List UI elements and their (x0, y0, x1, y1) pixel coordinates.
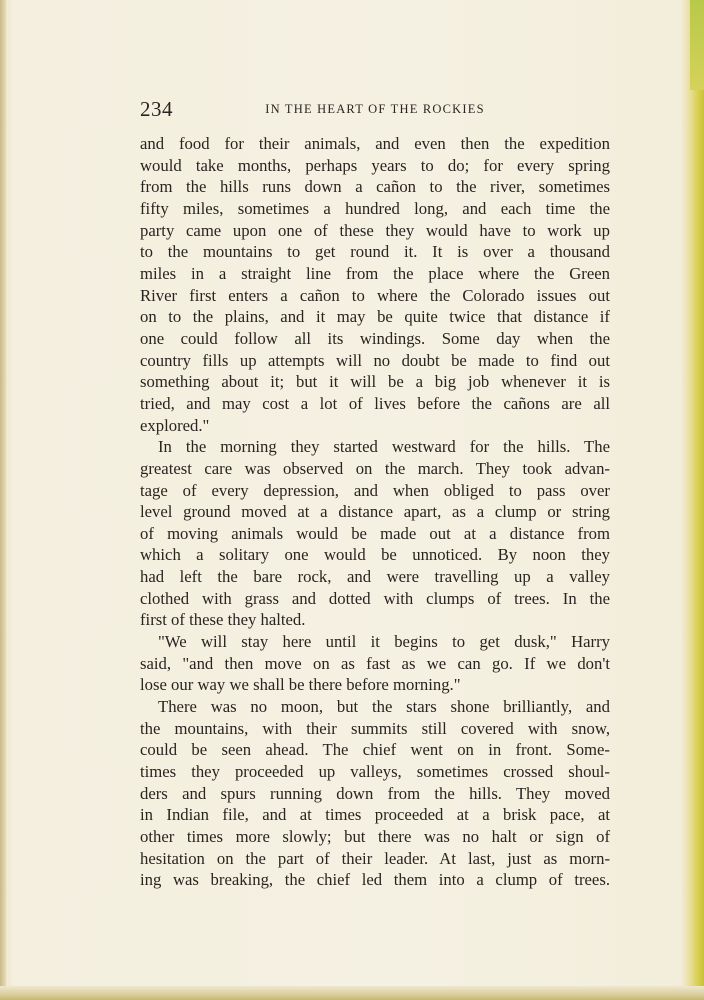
text-line: other times more slowly; but there was no halt or sign of (140, 827, 610, 846)
text-line: times they proceeded up valleys, sometimes crossed shoul- (140, 762, 610, 782)
text-line: of moving animals would be made out at a distance from (140, 523, 610, 543)
text-line: country fills up attempts will no doubt be made to find out (140, 350, 610, 370)
text-line: tage of every depression, and when obliged to pass over (140, 480, 610, 500)
page-right-edge-tint (690, 0, 704, 90)
text-line: hesitation on the part of their leader. At last, just as morn- (140, 848, 610, 868)
text-line: and food for their animals, and even then the expedition (140, 134, 610, 153)
text-line: River first enters a cañon to where the Colorado issues out (140, 285, 610, 305)
page-number: 234 (140, 97, 173, 121)
text-line: party came upon one of these they would have to work up (140, 220, 610, 240)
text-line: There was no moon, but the stars shone brilliantly, and (158, 697, 610, 717)
page-header (140, 96, 610, 122)
page-bottom-edge (0, 986, 704, 1000)
text-line: clothed with grass and dotted with clumps of trees. In the (140, 588, 610, 608)
text-line: said, "and then move on as fast as we can go. If we don't (140, 653, 610, 673)
page-right-edge (682, 0, 704, 1000)
text-line: the mountains, with their summits still covered with snow, (140, 718, 610, 738)
text-line: to the mountains to get round it. It is over a thousand (140, 242, 610, 262)
text-line: in Indian file, and at times proceeded at a brisk pace, at (140, 805, 610, 825)
text-line: first of these they halted. (140, 610, 306, 630)
text-line: one could follow all its windings. Some day when the (140, 328, 610, 348)
page-left-edge (0, 0, 6, 1000)
text-line: fifty miles, sometimes a hundred long, and each time the (140, 198, 610, 218)
text-line: ders and spurs running down from the hills. They moved (140, 783, 610, 803)
text-line: from the hills runs down a cañon to the river, sometimes (140, 177, 610, 197)
text-line: could be seen ahead. The chief went on in front. Some- (140, 740, 610, 760)
text-line: miles in a straight line from the place where the Green (140, 263, 610, 283)
text-line: "We will stay here until it begins to get dusk," Harry (158, 632, 610, 652)
text-line: level ground moved at a distance apart, as a clump or string (140, 502, 610, 522)
text-line: which a solitary one would be unnoticed. By noon they (140, 545, 610, 565)
body-text (140, 133, 610, 891)
text-line: on to the plains, and it may be quite twice that distance if (140, 307, 610, 327)
running-head: IN THE HEART OF THE ROCKIES (265, 102, 485, 116)
text-line: greatest care was observed on the march. They took advan- (140, 458, 610, 478)
text-line: lose our way we shall be there before morning." (140, 675, 461, 695)
text-line: had left the bare rock, and were travelling up a valley (140, 567, 610, 587)
text-line: would take months, perhaps years to do; for every spring (140, 155, 610, 175)
text-line: In the morning they started westward for the hills. The (158, 437, 610, 457)
text-line: tried, and may cost a lot of lives before the cañons are all (140, 393, 610, 413)
text-line: something about it; but it will be a big job whenever it is (140, 372, 610, 392)
text-line: ing was breaking, the chief led them into a clump of trees. (140, 870, 610, 890)
text-line: explored." (140, 415, 210, 435)
